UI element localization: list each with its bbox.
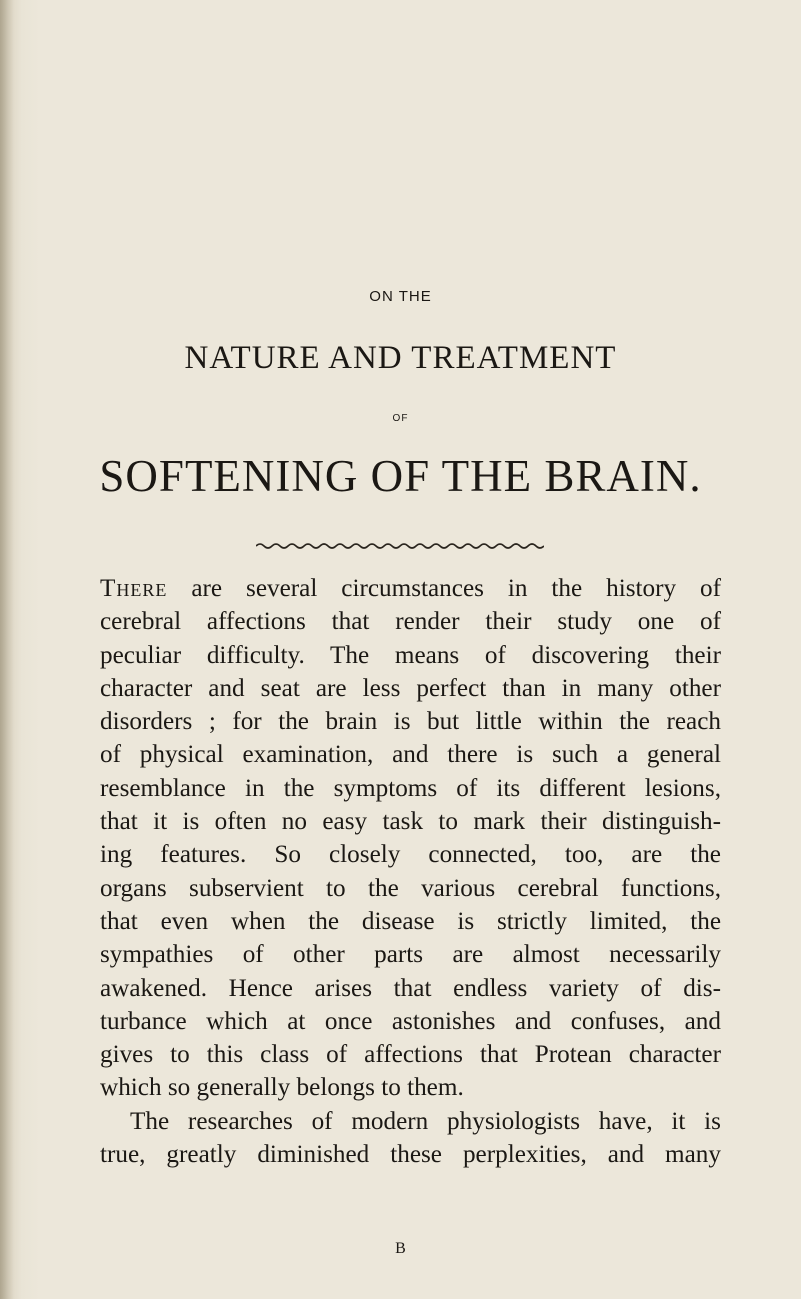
text-line: disorders ; for the brain is but little within the reach (100, 708, 721, 736)
text-line: of physical examination, and there is such a general (100, 741, 721, 769)
heading-title-line-1: NATURE AND TREATMENT (184, 340, 617, 376)
text-line: gives to this class of affections that Protean character (100, 1041, 721, 1069)
text-line: ing features. So closely connected, too, are the (100, 841, 721, 869)
heading-on-the: ON THE (369, 288, 432, 305)
wavy-rule-ornament (256, 541, 544, 551)
signature-mark: B (395, 1240, 406, 1257)
text-line: that it is often no easy task to mark their distinguish- (100, 808, 721, 836)
text-line: which so generally belongs to them. (100, 1074, 464, 1102)
text-line: turbance which at once astonishes and confuses, and (100, 1007, 721, 1035)
page-gutter-shadow (0, 0, 14, 1299)
text-line: resemblance in the symptoms of its different lesions, (100, 774, 721, 802)
drop-word: There (100, 575, 168, 602)
body-text (100, 572, 721, 1171)
text-line: sympathies of other parts are almost necessarily (100, 941, 721, 969)
heading-of: OF (392, 413, 409, 424)
text-line: peculiar difficulty. The means of discovering their (100, 641, 721, 669)
text-line: awakened. Hence arises that endless variety of dis- (100, 974, 721, 1002)
text-line: The researches of modern physiologists have, it is (130, 1107, 721, 1135)
text-line: cerebral affections that render their study one of (100, 608, 721, 636)
heading-title-line-2: SOFTENING OF THE BRAIN. (99, 451, 702, 501)
text-line: true, greatly diminished these perplexities, and many (100, 1141, 721, 1169)
text-line: that even when the disease is strictly limited, the (100, 907, 721, 935)
text-line: organs subservient to the various cerebral functions, (100, 874, 721, 902)
text-line: There are several circumstances in the history of (100, 575, 721, 602)
text-line: character and seat are less perfect than in many other (100, 674, 721, 702)
